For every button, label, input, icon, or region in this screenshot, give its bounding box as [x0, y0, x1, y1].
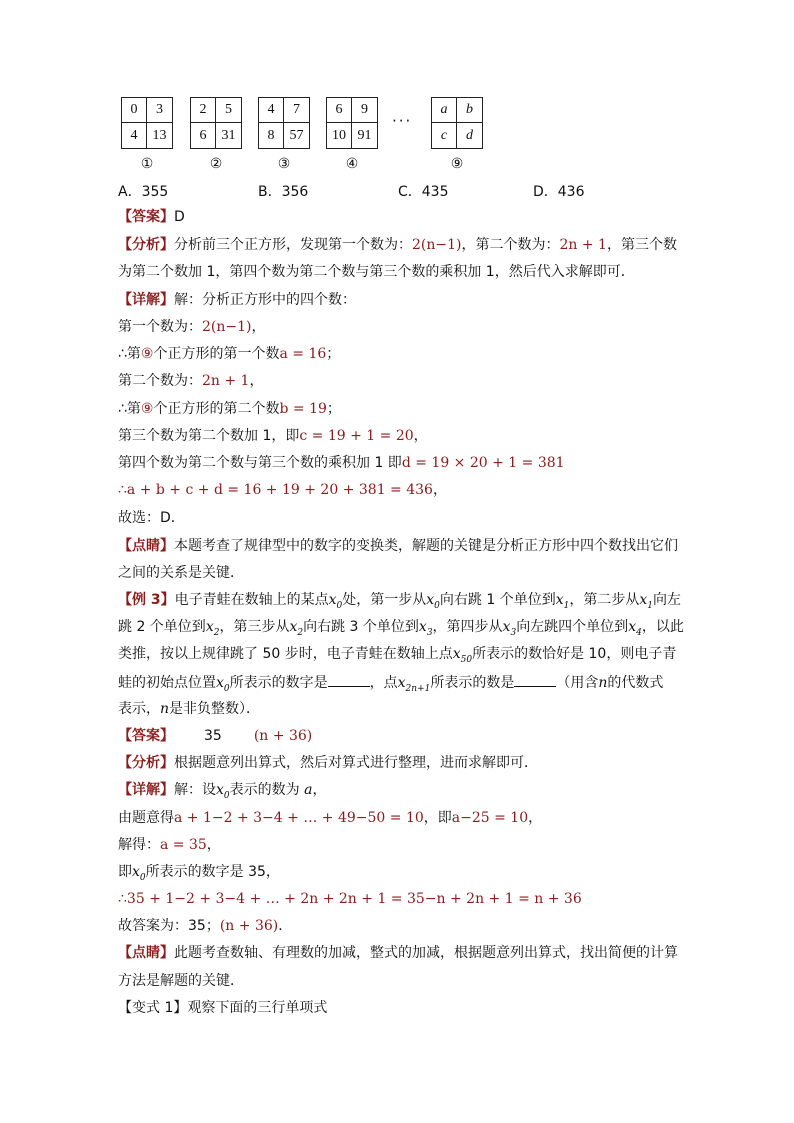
comment-tag: 【点睛】	[118, 945, 174, 961]
grid-cell: 5	[216, 98, 241, 123]
text: 向左跳四个单位到	[516, 619, 629, 635]
grid-3	[258, 97, 310, 149]
formula: 2n + 1	[559, 237, 607, 253]
example-tag: 【例 3】	[118, 592, 175, 608]
var: n	[160, 701, 170, 717]
var: $x_2$	[205, 619, 220, 638]
text: 方法是解题的关键．	[118, 973, 244, 989]
answer-tag: 【答案】	[118, 209, 174, 225]
text: ，第四步从	[432, 619, 503, 635]
grid-1	[121, 97, 173, 149]
text: 第三个数为第二个数加 1，即	[118, 428, 300, 444]
text: 是非负整数）．	[169, 701, 261, 717]
analysis-tag: 【分析】	[118, 755, 174, 771]
text: （用含	[556, 675, 599, 691]
text: 观察下面的三行单项式	[187, 1000, 328, 1016]
grid-2	[190, 97, 242, 149]
formula: a−25 = 10	[451, 810, 529, 826]
q2-step-4	[118, 889, 688, 909]
formula: a = 16	[279, 346, 327, 362]
grid-cell: 6	[191, 123, 216, 148]
detail-tag: 【详解】	[118, 292, 174, 308]
grid-label: ③	[277, 156, 291, 172]
answer-1: 35	[204, 728, 222, 744]
grid-cell: 9	[352, 98, 377, 123]
text: ，	[312, 782, 327, 798]
formula: 2(n−1)	[202, 319, 252, 335]
text: 个正方形的第一个数	[153, 346, 280, 362]
text: 解：设	[174, 782, 216, 798]
answer-blank[interactable]	[514, 672, 556, 687]
text: 蛙的初始点位置	[118, 675, 216, 691]
q1-step-5	[118, 426, 688, 446]
grid-cell: 31	[221, 127, 236, 143]
text: ，点	[369, 675, 398, 691]
var: $x_1$	[639, 592, 653, 611]
text: 为第二个数加 1，第四个数为第二个数与第三个数的乘积加 1，然后代入求解即可．	[118, 264, 635, 280]
answer-2: (n + 36)	[253, 728, 313, 744]
grid-cell: 57	[289, 127, 304, 143]
grid-cell: 4	[122, 123, 147, 148]
answer-blank[interactable]	[328, 672, 370, 687]
grid-cell: 6	[327, 98, 352, 123]
q1-step-2	[118, 344, 688, 364]
formula: ∴a + b + c + d = 16 + 19 + 20 + 381 = 436	[118, 482, 433, 498]
q2-step-1	[118, 808, 688, 828]
q1-answer	[118, 207, 688, 227]
grid-label: ⑨	[450, 156, 464, 172]
formula: 2n + 1	[202, 373, 250, 389]
variant-tag: 【变式 1】	[118, 1000, 188, 1016]
grid-cell: 13	[152, 127, 167, 143]
grid-cell: c	[432, 123, 457, 148]
grid-cell: 0	[122, 98, 147, 123]
text: 所表示的数字是 35，	[145, 864, 280, 880]
text: 类推，按以上规律跳了 50 步时，电子青蛙在数轴上点	[118, 646, 453, 662]
text: 向右跳 3 个单位到	[303, 619, 419, 635]
var: $x_0$	[216, 675, 230, 694]
text: 分析前三个正方形，发现第一个数为：	[174, 237, 412, 253]
formula: b = 19	[279, 401, 327, 417]
var: $x_2$	[289, 619, 304, 638]
grid-cell: a	[432, 98, 457, 123]
text: ∴第	[118, 401, 141, 417]
text: ∴第	[118, 346, 141, 362]
text: 之间的关系是关键．	[118, 565, 244, 581]
var: $x_{2n+1}$	[397, 675, 431, 694]
text: ，	[249, 373, 264, 389]
var: $x_0$	[216, 782, 230, 801]
q1-analysis	[118, 235, 688, 255]
text: ，第二个数为：	[461, 237, 560, 253]
ex3-line-5	[118, 699, 688, 719]
var: $x_{50}$	[452, 646, 473, 665]
text: 故答案为：35；	[118, 918, 220, 934]
text: 向左	[653, 592, 681, 608]
q2-analysis	[118, 753, 688, 773]
choice-c: C．435	[398, 184, 449, 200]
text: 第二个数为：	[118, 373, 202, 389]
text: 跳 2 个单位到	[118, 619, 206, 635]
text: 向右跳 1 个单位到	[439, 592, 556, 608]
q1-step-1	[118, 317, 688, 337]
text: 即	[118, 864, 132, 880]
q1-step-8	[118, 508, 688, 528]
formula: a + 1−2 + 3−4 + … + 49−50 = 10	[174, 810, 424, 826]
text: 个正方形的第二个数	[153, 401, 280, 417]
var: $x_4$	[628, 619, 642, 638]
grid-cell: 7	[284, 98, 309, 123]
q2-detail	[118, 780, 688, 806]
answer-choices	[118, 181, 698, 201]
grid-cell: 8	[259, 123, 284, 148]
grid-cell: 3	[147, 98, 172, 123]
text: 解：分析正方形中的四个数：	[174, 292, 356, 308]
grid-label: ②	[209, 156, 223, 172]
var: $x_1$	[555, 592, 570, 611]
ex3-line-4	[118, 672, 688, 699]
text: ，	[413, 428, 428, 444]
ellipsis: ···	[392, 112, 413, 130]
circled-number: ⑨	[140, 401, 154, 417]
q1-comment	[118, 536, 688, 556]
grid-9	[431, 97, 483, 149]
q2-answer	[118, 726, 688, 746]
q1-step-6	[118, 453, 688, 473]
q2-step-5	[118, 916, 688, 936]
text: 第四个数为第二个数与第三个数的乘积加 1 即	[118, 455, 402, 471]
text: 所表示的数恰好是 10，则电子青	[472, 646, 677, 662]
text: ；	[326, 401, 341, 417]
var: $x_0$	[426, 592, 440, 611]
var: $x_0$	[328, 592, 343, 611]
var: $x_0$	[132, 864, 146, 883]
text: 第一个数为：	[118, 319, 202, 335]
text: ，	[432, 482, 447, 498]
variant-1	[118, 998, 688, 1018]
grid-cell: 10	[327, 123, 352, 148]
q2-comment	[118, 943, 688, 963]
grid-cell: d	[466, 127, 473, 143]
q1-step-7	[118, 480, 688, 500]
comment-tag: 【点睛】	[118, 538, 174, 554]
answer-value: D	[174, 209, 185, 225]
formula: d = 19 × 20 + 1 = 381	[401, 455, 565, 471]
text: ；	[326, 346, 341, 362]
grid-cell: 4	[259, 98, 284, 123]
q2-step-3	[118, 862, 688, 888]
grid-4	[326, 97, 378, 149]
q2-comment-cont	[118, 971, 688, 991]
detail-tag: 【详解】	[118, 782, 174, 798]
grid-label: ①	[140, 156, 154, 172]
text: 所表示的数字是	[229, 675, 328, 691]
q1-comment-cont	[118, 563, 688, 583]
text: 由题意得	[118, 810, 174, 826]
choice-b: B．356	[258, 184, 309, 200]
q2-step-2	[118, 835, 688, 855]
text: 所表示的数是	[430, 675, 515, 691]
q1-step-3	[118, 371, 688, 391]
circled-number: ⑨	[140, 346, 154, 362]
formula: a = 35	[160, 837, 207, 853]
grid-label: ④	[345, 156, 359, 172]
formula: c = 19 + 1 = 20	[299, 428, 414, 444]
var: a	[304, 782, 313, 798]
text: 此题考查数轴、有理数的加减，整式的加减，根据题意列出算式，找出简便的计算	[174, 945, 678, 961]
text: 电子青蛙在数轴上的某点	[174, 592, 329, 608]
var: $x_3$	[502, 619, 517, 638]
var: $x_3$	[418, 619, 433, 638]
choice-a: A．355	[118, 184, 169, 200]
text: 解得：	[118, 837, 160, 853]
ex3-line-3	[118, 644, 688, 670]
text: ．	[278, 918, 293, 934]
formula: ∴35 + 1−2 + 3−4 + … + 2n + 2n + 1 = 35−n + 2n + 1 = n + 36	[118, 891, 582, 907]
answer-tag: 【答案】	[118, 728, 174, 744]
text: 的代数式	[607, 675, 664, 691]
text: ，	[528, 810, 543, 826]
grid-cell: 91	[357, 127, 372, 143]
text: ，第三个数	[606, 237, 677, 253]
text: 表示的数为	[229, 782, 300, 798]
q1-analysis-cont	[118, 262, 688, 282]
formula: 2(n−1)	[412, 237, 462, 253]
ex3-line-2	[118, 617, 688, 643]
text: ，	[206, 837, 221, 853]
q1-detail	[118, 290, 688, 310]
text: 根据题意列出算式，然后对算式进行整理，进而求解即可．	[174, 755, 538, 771]
text: ，第三步从	[219, 619, 290, 635]
text: ，	[251, 319, 266, 335]
text: ，第二步从	[569, 592, 640, 608]
text: 表示，	[118, 701, 160, 717]
q1-step-4	[118, 399, 688, 419]
text: 故选：D．	[118, 510, 185, 526]
ex3-line-1	[118, 590, 688, 616]
grid-cell: b	[457, 98, 482, 123]
text: ，以此	[641, 619, 684, 635]
var: n	[598, 675, 608, 691]
choice-d: D．436	[533, 184, 585, 200]
text: 处，第一步从	[342, 592, 427, 608]
formula: (n + 36)	[219, 918, 279, 934]
text: 本题考查了规律型中的数字的变换类，解题的关键是分析正方形中四个数找出它们	[174, 538, 678, 554]
analysis-tag: 【分析】	[118, 237, 174, 253]
grid-cell: 2	[191, 98, 216, 123]
text: ，即	[423, 810, 452, 826]
